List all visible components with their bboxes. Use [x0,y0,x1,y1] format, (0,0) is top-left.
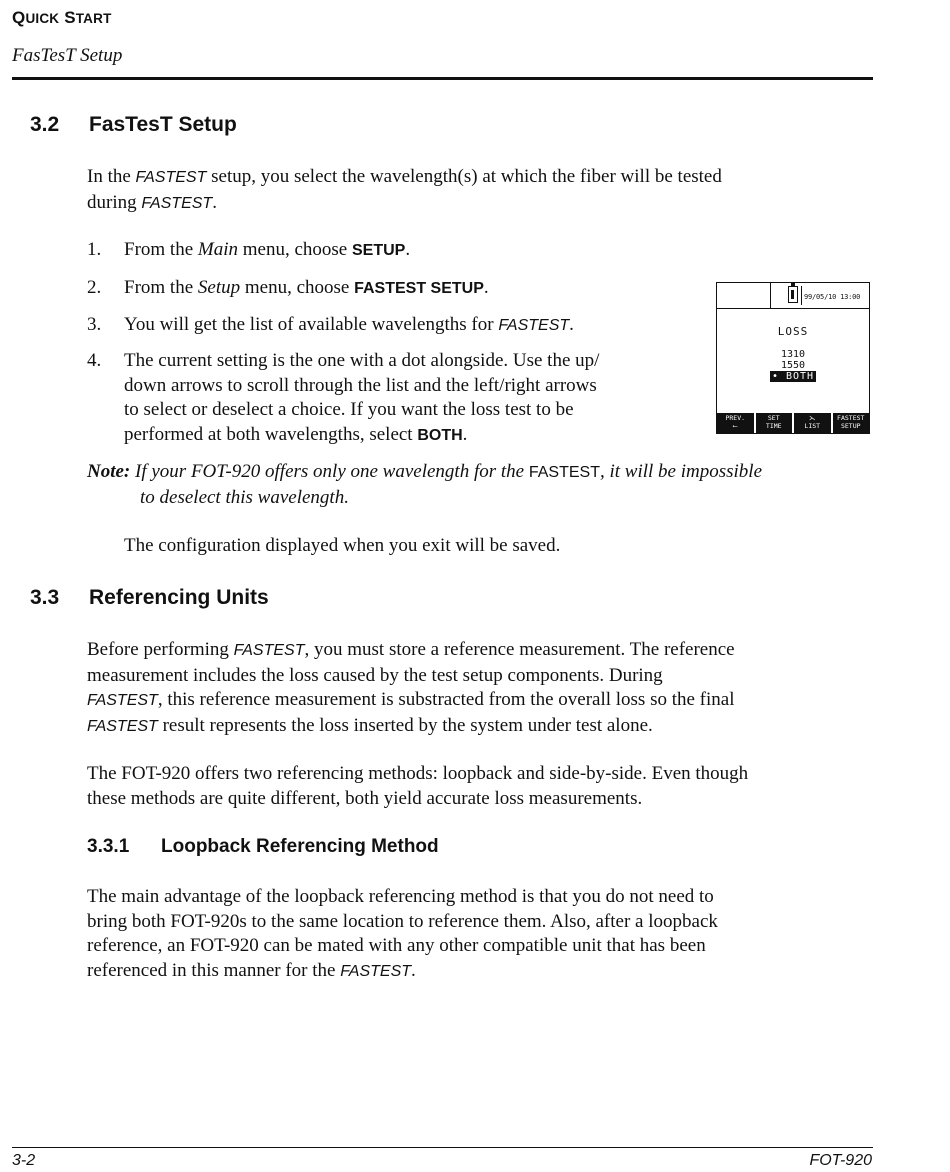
softkey-set-time: SET TIME [756,413,793,433]
product-name: FOT-920 [809,1152,872,1169]
note: Note: If your FOT-920 offers only one wavelength for the FASTEST, it will be impossible to deselect this wavelength. [87,461,763,508]
step-1: 1. From the Main menu, choose SETUP. [87,239,411,260]
device-status-bar [717,283,869,309]
section-number: 3.2 [30,113,60,136]
section-title: Referencing Units [89,586,269,609]
device-screen [716,282,870,434]
device-option-both: • BOTH [771,371,815,382]
saved-paragraph: The configuration displayed when you exit will be saved. [124,535,561,556]
softkey-list: ⋋ LIST [794,413,831,433]
referencing-paragraph-2: The FOT-920 offers two referencing methods: loopback and side-by-side. Even though these methods are quite different, both yield accurate loss measurements. [87,763,749,809]
section-number: 3.3 [30,586,60,609]
section-number: 3.3.1 [87,836,130,857]
battery-icon [788,286,798,303]
loopback-paragraph: The main advantage of the loopback referencing method is that you do not need to bring both FOT-920s to the same location to reference them. Also, after a loopback reference, an FOT-920 can be mated with any other compatible unit that has been referenced in this manner for the FASTEST. [87,886,718,981]
intro-paragraph: In the FASTEST setup, you select the wavelength(s) at which the fiber will be tested during FASTEST. [87,166,722,213]
section-heading-3-3-1 [87,836,587,860]
device-loss-heading: LOSS [777,325,809,338]
running-header-title: QUICK START [12,8,112,27]
section-title: FasTesT Setup [89,113,237,136]
footer-rule [12,1147,873,1148]
referencing-paragraph-1: Before performing FASTEST, you must store a reference measurement. The reference measurement includes the loss caused by the test setup components. During FASTEST, this reference measurement is substracted from the overall loss so the final FASTEST result represents the loss inserted by the system under test alone. [87,639,735,736]
section-title: Loopback Referencing Method [161,836,439,857]
step-4: 4. The current setting is the one with a dot alongside. Use the up/ down arrows to scroll through the list and the left/right arrows to select or deselect a choice. If you want the loss test to be performed at both wavelengths, select BOTH. [87,350,600,445]
section-heading-3-2 [30,113,430,139]
section-heading-3-3 [30,586,430,612]
running-header-subtitle: FasTesT Setup [12,45,123,66]
note-label: Note: [87,461,131,482]
softkey-prev: PREV. ⟵ [717,413,754,433]
device-option-1310: 1310 [780,349,806,360]
page-number: 3-2 [12,1152,36,1169]
device-option-1550: 1550 [780,360,806,371]
softkey-fastest-setup: FASTEST SETUP [833,413,870,433]
step-3: 3. You will get the list of available wavelengths for FASTEST. [87,314,574,335]
step-2: 2. From the Setup menu, choose FASTEST SETUP. [87,277,489,298]
device-datetime: 99/05/10 13:00 [804,293,861,301]
device-softkeys [717,413,869,433]
header-rule [12,77,873,80]
